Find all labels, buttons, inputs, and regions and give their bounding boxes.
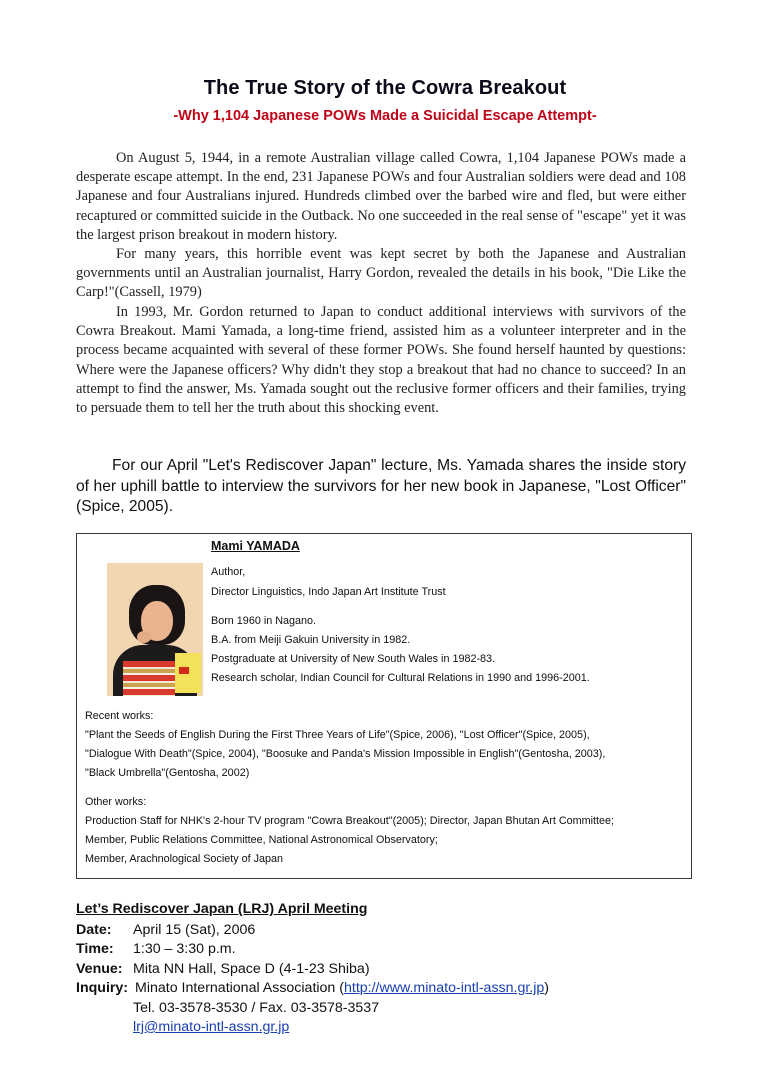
speaker-photo bbox=[107, 563, 203, 696]
meeting-venue-row bbox=[76, 960, 549, 980]
lecture-announcement bbox=[76, 456, 686, 518]
inquiry-label: Inquiry: bbox=[76, 980, 129, 996]
speaker-bio-box bbox=[76, 533, 692, 879]
other-works-line: Member, Arachnological Society of Japan bbox=[85, 853, 284, 865]
date-label: Date: bbox=[76, 921, 112, 938]
meeting-date-row bbox=[76, 921, 549, 941]
article-paragraph-3 bbox=[76, 303, 686, 418]
inquiry-org: Minato International Association ( bbox=[135, 980, 344, 996]
meeting-inquiry-row bbox=[76, 979, 549, 999]
recent-works-label: Recent works: bbox=[85, 710, 154, 722]
page-title: The True Story of the Cowra Breakout bbox=[203, 77, 567, 99]
meeting-time-row bbox=[76, 940, 549, 960]
bio-history-item: Research scholar, Indian Council for Cultural Relations in 1990 and 1996-2001. bbox=[211, 672, 590, 684]
other-works-line: Production Staff for NHK's 2-hour TV program "Cowra Breakout"(2005); Director, Japan Bhutan Art Committee; bbox=[85, 815, 615, 827]
inquiry-close: ) bbox=[544, 980, 550, 996]
article-paragraph-2 bbox=[76, 245, 686, 303]
page-subtitle: -Why 1,104 Japanese POWs Made a Suicidal Escape Attempt- bbox=[173, 108, 597, 124]
time-label: Time: bbox=[76, 941, 114, 957]
inquiry-value bbox=[135, 979, 549, 999]
lecture-text: For our April "Let's Rediscover Japan" lecture, Ms. Yamada shares the inside story of her uphill battle to interview the survivors for her new book in Japanese, "Lost Officer"(Spice, 2005). bbox=[76, 457, 686, 515]
photo-book-mark bbox=[179, 667, 189, 674]
email-row bbox=[76, 1018, 549, 1038]
date-value: April 15 (Sat), 2006 bbox=[133, 921, 256, 938]
venue-label: Venue: bbox=[76, 960, 123, 977]
meeting-title: Let’s Rediscover Japan (LRJ) April Meeting bbox=[76, 901, 368, 917]
bio-role: Director Linguistics, Indo Japan Art Institute Trust bbox=[211, 586, 446, 598]
bio-history-item: Born 1960 in Nagano. bbox=[211, 615, 317, 627]
recent-works-line: "Black Umbrella"(Gentosha, 2002) bbox=[85, 767, 250, 779]
recent-works-line: "Plant the Seeds of English During the First Three Years of Life"(Spice, 2006), "Lost Officer"(Spice, 2005), bbox=[85, 729, 590, 741]
photo-hand-shape bbox=[137, 631, 151, 643]
other-works-label: Other works: bbox=[85, 796, 147, 808]
email-link[interactable]: lrj@minato-intl-assn.gr.jp bbox=[133, 1019, 290, 1035]
website-link[interactable]: http://www.minato-intl-assn.gr.jp bbox=[344, 980, 545, 996]
other-works-line: Member, Public Relations Committee, National Astronomical Observatory; bbox=[85, 834, 438, 846]
paragraph-text: On August 5, 1944, in a remote Australian village called Cowra, 1,104 Japanese POWs made a desperate escape attempt. In the end, 231 Japanese POWs and four Australian soldiers were dead and 108 Japanese and four Australians injured. Hundreds climbed over the barbed wire and fled, but were either recaptured or committed suicide in the Outback. No one succeeded in the real sense of "escape" yet it was the largest prison breakout in modern history. bbox=[76, 150, 686, 243]
phone-fax: Tel. 03-3578-3530 / Fax. 03-3578-3537 bbox=[133, 999, 380, 1016]
bio-history-item: Postgraduate at University of New South Wales in 1982-83. bbox=[211, 653, 496, 665]
recent-works-line: "Dialogue With Death"(Spice, 2004), "Boosuke and Panda's Mission Impossible in English"(Gentosha, 2003), bbox=[85, 748, 606, 760]
bio-role: Author, bbox=[211, 566, 246, 578]
venue-value: Mita NN Hall, Space D (4-1-23 Shiba) bbox=[133, 960, 370, 977]
photo-book-cover bbox=[175, 653, 201, 693]
meeting-details bbox=[76, 900, 549, 1038]
photo-books-stack bbox=[123, 661, 175, 696]
time-value: 1:30 – 3:30 p.m. bbox=[133, 941, 236, 957]
bio-history-item: B.A. from Meiji Gakuin University in 1982. bbox=[211, 634, 411, 646]
article-paragraph-1 bbox=[76, 149, 686, 245]
speaker-name: Mami YAMADA bbox=[211, 539, 300, 553]
paragraph-text: For many years, this horrible event was kept secret by both the Japanese and Australian governments until an Australian journalist, Harry Gordon, revealed the details in his book, "Die Like the Carp!"(Cassell, 1979) bbox=[76, 246, 686, 301]
paragraph-text: In 1993, Mr. Gordon returned to Japan to conduct additional interviews with survivors of the Cowra Breakout. Mami Yamada, a long-time friend, assisted him as a volunteer interpreter and in the process became acquainted with several of these former POWs. She found herself haunted by questions: Where were the Japanese officers? Why didn't they stop a breakout that had no chance to succeed? In an attempt to find the answer, Ms. Yamada sought out the reclusive former officers and their families, trying to persuade them to tell her the truth about this shocking event. bbox=[76, 304, 686, 417]
